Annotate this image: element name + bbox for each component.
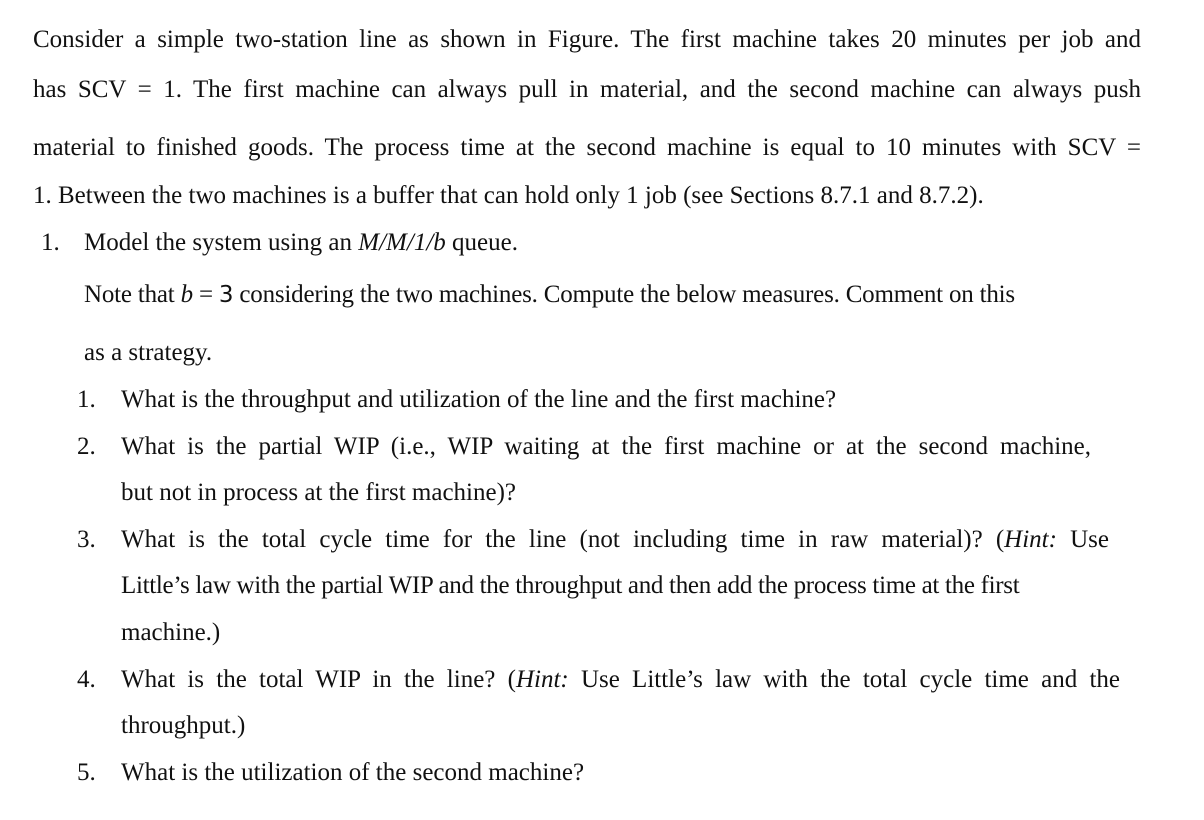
question-3-line-2: Little’s law with the partial WIP and the throughput and then add the process time at the first [121,572,1020,599]
question-4-hint-label: Hint: [515,666,569,693]
question-4-text-before: What is the total WIP in the line? ( [121,666,516,693]
question-2-line-2: but not in process at the first machine)? [121,479,517,506]
note-value: 3 [218,282,234,308]
question-3-text-before: What is the total cycle time for the line (not including time in raw material)? ( [121,526,1005,553]
question-1-line-1: What is the throughput and utilization of the line and the first machine? [121,386,837,413]
question-4-line-1 [121,665,1120,695]
intro-line-3: material to finished goods. The process time at the second machine is equal to 10 minutes with SCV = [33,134,1141,161]
item-1-text [84,228,518,258]
note-prefix: Note that [84,281,181,308]
note-line-2: as a strategy. [84,339,213,366]
item-1-math: M/M/1/b [358,229,446,256]
intro-line-4: 1. Between the two machines is a buffer that can hold only 1 job (see Sections 8.7.1 and 8.7.2). [33,182,984,209]
question-5-line-1: What is the utilization of the second machine? [121,759,585,786]
intro-line-2: has SCV = 1. The first machine can always pull in material, and the second machine can always push [33,76,1141,103]
question-3-hint-label: Hint: [1004,526,1057,553]
item-1-number: 1. [41,229,60,256]
note-var: b [180,281,193,308]
intro-line-1: Consider a simple two-station line as shown in Figure. The first machine takes 20 minutes per job and [33,26,1141,53]
question-2-number: 2. [77,433,96,460]
question-4-number: 4. [77,666,96,693]
note-line-1 [84,280,1015,310]
question-2-line-1: What is the partial WIP (i.e., WIP waiting at the first machine or at the second machine, [121,433,1091,460]
question-4-line-2: throughput.) [121,712,246,739]
question-4-text-after: Use Little’s law with the total cycle time and the [568,666,1120,693]
question-3-number: 3. [77,526,96,553]
note-rest: considering the two machines. Compute the below measures. Comment on this [233,281,1015,308]
item-1-text-after: queue. [445,229,518,256]
question-1-number: 1. [77,386,96,413]
question-3-line-1 [121,525,1109,555]
question-5-number: 5. [77,759,96,786]
item-1-text-before: Model the system using an [84,229,359,256]
note-equals: = [192,281,219,308]
question-3-line-3: machine.) [121,619,221,646]
question-3-text-after: Use [1056,526,1109,553]
